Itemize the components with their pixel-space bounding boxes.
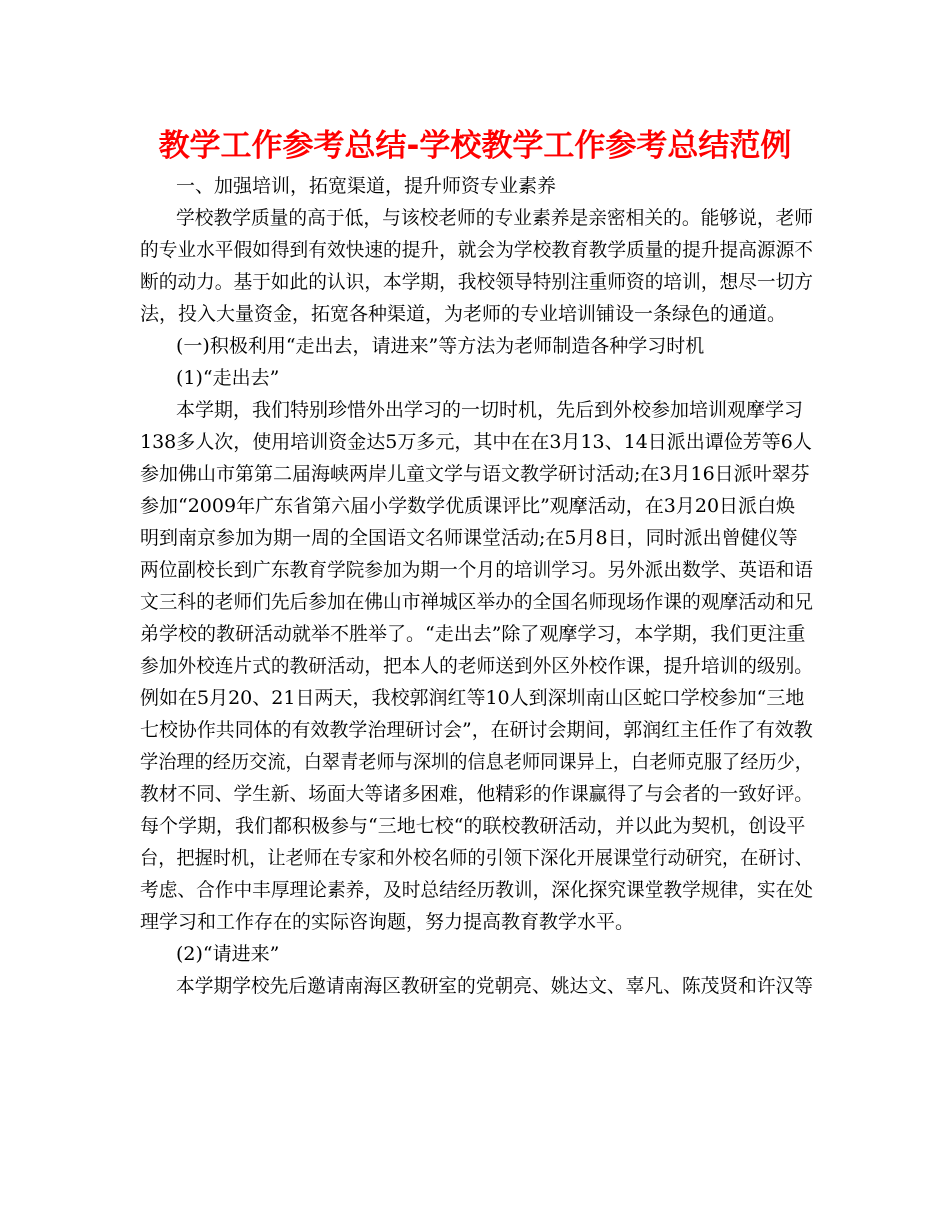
body-text-line: 两位副校长到广东教育学院参加为期一个月的培训学习。另外派出数学、英语和语 bbox=[140, 559, 814, 581]
body-text-line: 参加“2009年广东省第六届小学数学优质课评比”观摩活动，在3月20日派白焕 bbox=[140, 495, 796, 517]
body-text-line: 学校教学质量的高于低，与该校老师的专业素养是亲密相关的。能够说，老师 bbox=[176, 207, 814, 229]
body-text-line: 明到南京参加为期一周的全国语文名师课堂活动;在5月8日，同时派出曾健仪等 bbox=[140, 527, 798, 549]
body-text-line: 138多人次，使用培训资金达5万多元，其中在在3月13、14日派出谭俭芳等6人 bbox=[140, 431, 812, 453]
body-text-line: 例如在5月20、21日两天，我校郭润红等10人到深圳南山区蛇口学校参加“三地 bbox=[140, 687, 805, 709]
body-text-line: 本学期学校先后邀请南海区教研室的党朝亮、姚达文、辜凡、陈茂贤和许汉等 bbox=[176, 975, 814, 997]
body-text-line: 台，把握时机，让老师在专家和外校名师的引领下深化开展课堂行动研究，在研讨、 bbox=[140, 847, 813, 869]
body-text-line: 每个学期，我们都积极参与“三地七校“的联校教研活动，并以此为契机，创设平 bbox=[140, 815, 806, 837]
body-text-line: 学治理的经历交流，白翠青老师与深圳的信息老师同课异上，白老师克服了经历少， bbox=[140, 751, 813, 773]
document-title: 教学工作参考总结-学校教学工作参考总结范例 bbox=[158, 128, 792, 164]
body-text-line: 参加外校连片式的教研活动，把本人的老师送到外区外校作课，提升培训的级别。 bbox=[140, 655, 814, 677]
body-text-line: (2)“请进来” bbox=[176, 943, 280, 965]
body-text-line: 教材不同、学生新、场面大等诸多困难，他精彩的作课赢得了与会者的一致好评。 bbox=[140, 783, 814, 805]
body-text-line: 断的动力。基于如此的认识，本学期，我校领导特别注重师资的培训，想尽一切方 bbox=[140, 271, 814, 293]
body-text-line: 本学期，我们特别珍惜外出学习的一切时机，先后到外校参加培训观摩学习 bbox=[176, 399, 804, 421]
body-text-line: 的专业水平假如得到有效快速的提升，就会为学校教育教学质量的提升提高源源不 bbox=[140, 239, 814, 261]
body-text-line: 七校协作共同体的有效教学治理研讨会”，在研讨会期间，郭润红主任作了有效教 bbox=[140, 719, 813, 741]
body-text-line: (一)积极利用“走出去，请进来”等方法为老师制造各种学习时机 bbox=[176, 335, 705, 357]
body-text-line: 参加佛山市第第二届海峡两岸儿童文学与语文教学研讨活动;在3月16日派叶翠芬 bbox=[140, 463, 810, 485]
body-text-line: 文三科的老师们先后参加在佛山市禅城区举办的全国名师现场作课的观摩活动和兄 bbox=[140, 591, 814, 613]
body-text-line: 法，投入大量资金，拓宽各种渠道，为老师的专业培训铺设一条绿色的通道。 bbox=[140, 303, 787, 325]
body-text-line: 理学习和工作存在的实际咨询题，努力提高教育教学水平。 bbox=[140, 911, 635, 933]
body-text-line: 弟学校的教研活动就举不胜举了。“走出去”除了观摩学习，本学期，我们更注重 bbox=[140, 623, 806, 645]
body-text-line: (1)“走出去” bbox=[176, 367, 280, 389]
body-text-line: 考虑、合作中丰厚理论素养，及时总结经历教训，深化探究课堂教学规律，实在处 bbox=[140, 879, 814, 901]
body-text-line: 一、加强培训，拓宽渠道，提升师资专业素养 bbox=[176, 175, 557, 197]
